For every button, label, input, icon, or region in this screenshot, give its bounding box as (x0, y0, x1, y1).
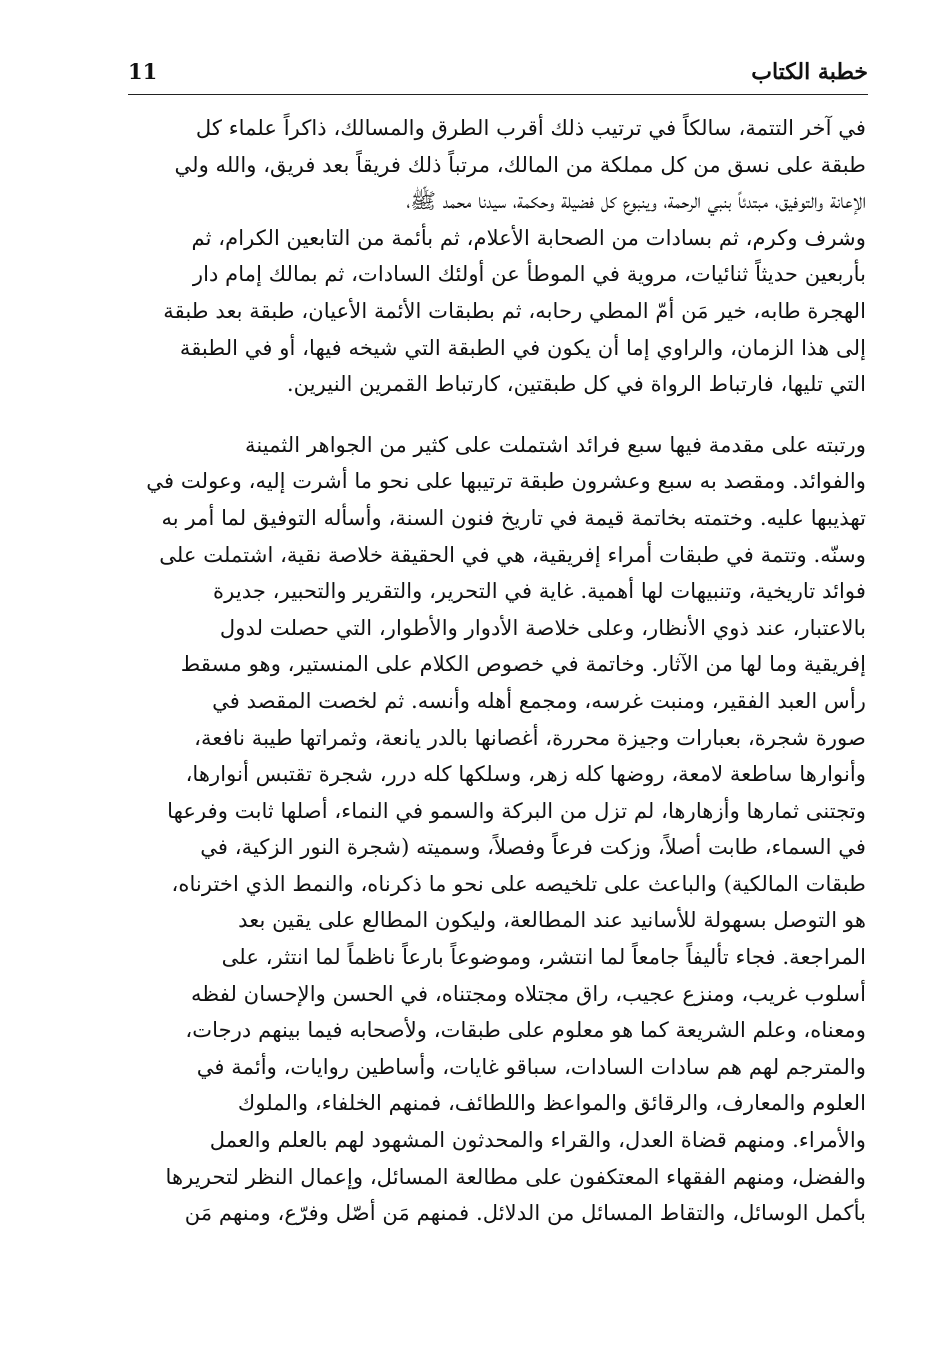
text-line: والأمراء. ومنهم قضاة العدل، والقراء والمحدثون المشهود لهم بالعلم والعمل (209, 1127, 866, 1153)
text-line: وسنّه. وتتمة في طبقات أمراء إفريقية، هي في الحقيقة خلاصة نقية، اشتملت على (159, 541, 866, 567)
text-line: بأربعين حديثاً ثنائيات، مروية في الموطأ عن أولئك السادات، ثم بمالك إمام دار (192, 261, 866, 287)
paragraph-gap (130, 403, 866, 427)
text-line: وأنوارها ساطعة لامعة، روضها كله زهر، وسلكها كله درر، شجرة تقتبس أنوارها، (185, 761, 866, 787)
text-line: التي تليها، فارتباط الرواة في كل طبقتين، كارتباط القمرين النيرين. (286, 371, 866, 397)
text-line: وشرف وكرم، ثم بسادات من الصحابة الأعلام، ثم بأئمة من التابعين الكرام، ثم (191, 224, 866, 250)
text-line: والفوائد. ومقصد به سبع وعشرون طبقة ترتيبها على نحو ما أشرت إليه، وعولت في (146, 468, 866, 494)
running-title: خطبة الكتاب (751, 59, 868, 85)
text-line: بأكمل الوسائل، والتقاط المسائل من الدلائل. فمنهم مَن أصّل وفرّع، ومنهم مَن (184, 1200, 866, 1226)
text-line: والفضل، ومنهم الفقهاء المعتكفون على مطالعة المسائل، وإعمال النظر لتحريرها (165, 1163, 866, 1189)
text-line: إلى هذا الزمان، والراوي إما أن يكون في الطبقة التي شيخه فيها، أو في الطبقة (179, 334, 866, 360)
header-rule (128, 94, 868, 95)
text-line: هو التوصل بسهولة للأسانيد عند المطالعة، وليكون المطالع على يقين بعد (238, 907, 866, 933)
text-line: الهجرة طابه، خير مَن أمّ المطي رحابه، ثم بطبقات الأئمة الأعيان، طبقة بعد طبقة (163, 297, 866, 323)
paragraph-2 (130, 427, 866, 1232)
text-line: المراجعة. فجاء تأليفاً جامعاً لما انتشر، وموضوعاً بارعاً ناظماً لما انتثر، على (221, 944, 866, 970)
page-number: 11 (128, 59, 158, 84)
text-line: العلوم والمعارف، والرقائق والمواعظ واللطائف، فمنهم الخلفاء، والملوك (237, 1090, 866, 1116)
text-line: ورتبته على مقدمة فيها سبع فرائد اشتملت على كثير من الجواهر الثمينة (245, 431, 866, 457)
page-header (128, 56, 868, 88)
text-line: الإعانة والتوفيق، مبتدئاً بنبي الرحمة، وينبوع كل فضيلة وحكمة، سيدنا محمد ﷺ، (406, 188, 866, 214)
text-line: طبقات المالكية) والباعث على تلخيصه على نحو ما ذكرناه، والنمط الذي اخترناه، (171, 870, 866, 896)
text-line: في آخر التتمة، سالكاً في ترتيب ذلك أقرب الطرق والمسالك، ذاكراً علماء كل (195, 115, 866, 140)
text-line: إفريقية وما لها من الآثار. وخاتمة في خصوص الكلام على المنستير، وهو مسقط (180, 651, 866, 677)
text-line: والمترجم لهم هم سادات السادات، سباقو غايات، وأساطين روايات، وأئمة في (196, 1053, 866, 1079)
text-line: أسلوب غريب، ومنزع عجيب، راق مجتلاه ومجتناه، في الحسن والإحسان لفظه (191, 980, 866, 1006)
text-line: وتجتنى ثمارها وأزهارها، لم تزل من البركة والسمو في النماء، أصلها ثابت وفرعها (167, 797, 866, 823)
text-line: في السماء، طابت أصلاً، وزكت فرعاً وفصلاً، وسميته (شجرة النور الزكية، في (200, 834, 866, 860)
text-line: صورة شجرة، بعبارات وجيزة محررة، أغصانها بالدر يانعة، وثمراتها طيبة نافعة، (194, 724, 866, 750)
text-line: رأس العبد الفقير، ومنبت غرسه، ومجمع أهله وأنسه. ثم لخصت المقصد في (212, 687, 866, 713)
text-line: تهذيبها عليه. وختمته بخاتمة قيمة في تاريخ فنون السنة، وأسأله التوفيق لما أمر به (161, 504, 866, 530)
text-line: فوائد تاريخية، وتنبيهات لها أهمية. غاية في التحرير، والتقرير والتحبير، جديرة (213, 578, 866, 604)
body-text (130, 110, 866, 1232)
paragraph-1 (130, 110, 866, 403)
text-line: طبقة على نسق من كل مملكة من المالك، مرتباً ذلك فريقاً بعد فريق، والله ولي (174, 151, 866, 177)
text-line: ومعناه، وعلم الشريعة كما هو معلوم على طبقات، ولأصحابه فيما بينهم درجات، (185, 1017, 866, 1043)
text-line: بالاعتبار، عند ذوي الأنظار، وعلى خلاصة الأدوار والأطوار، التي حصلت لدول (219, 614, 866, 640)
